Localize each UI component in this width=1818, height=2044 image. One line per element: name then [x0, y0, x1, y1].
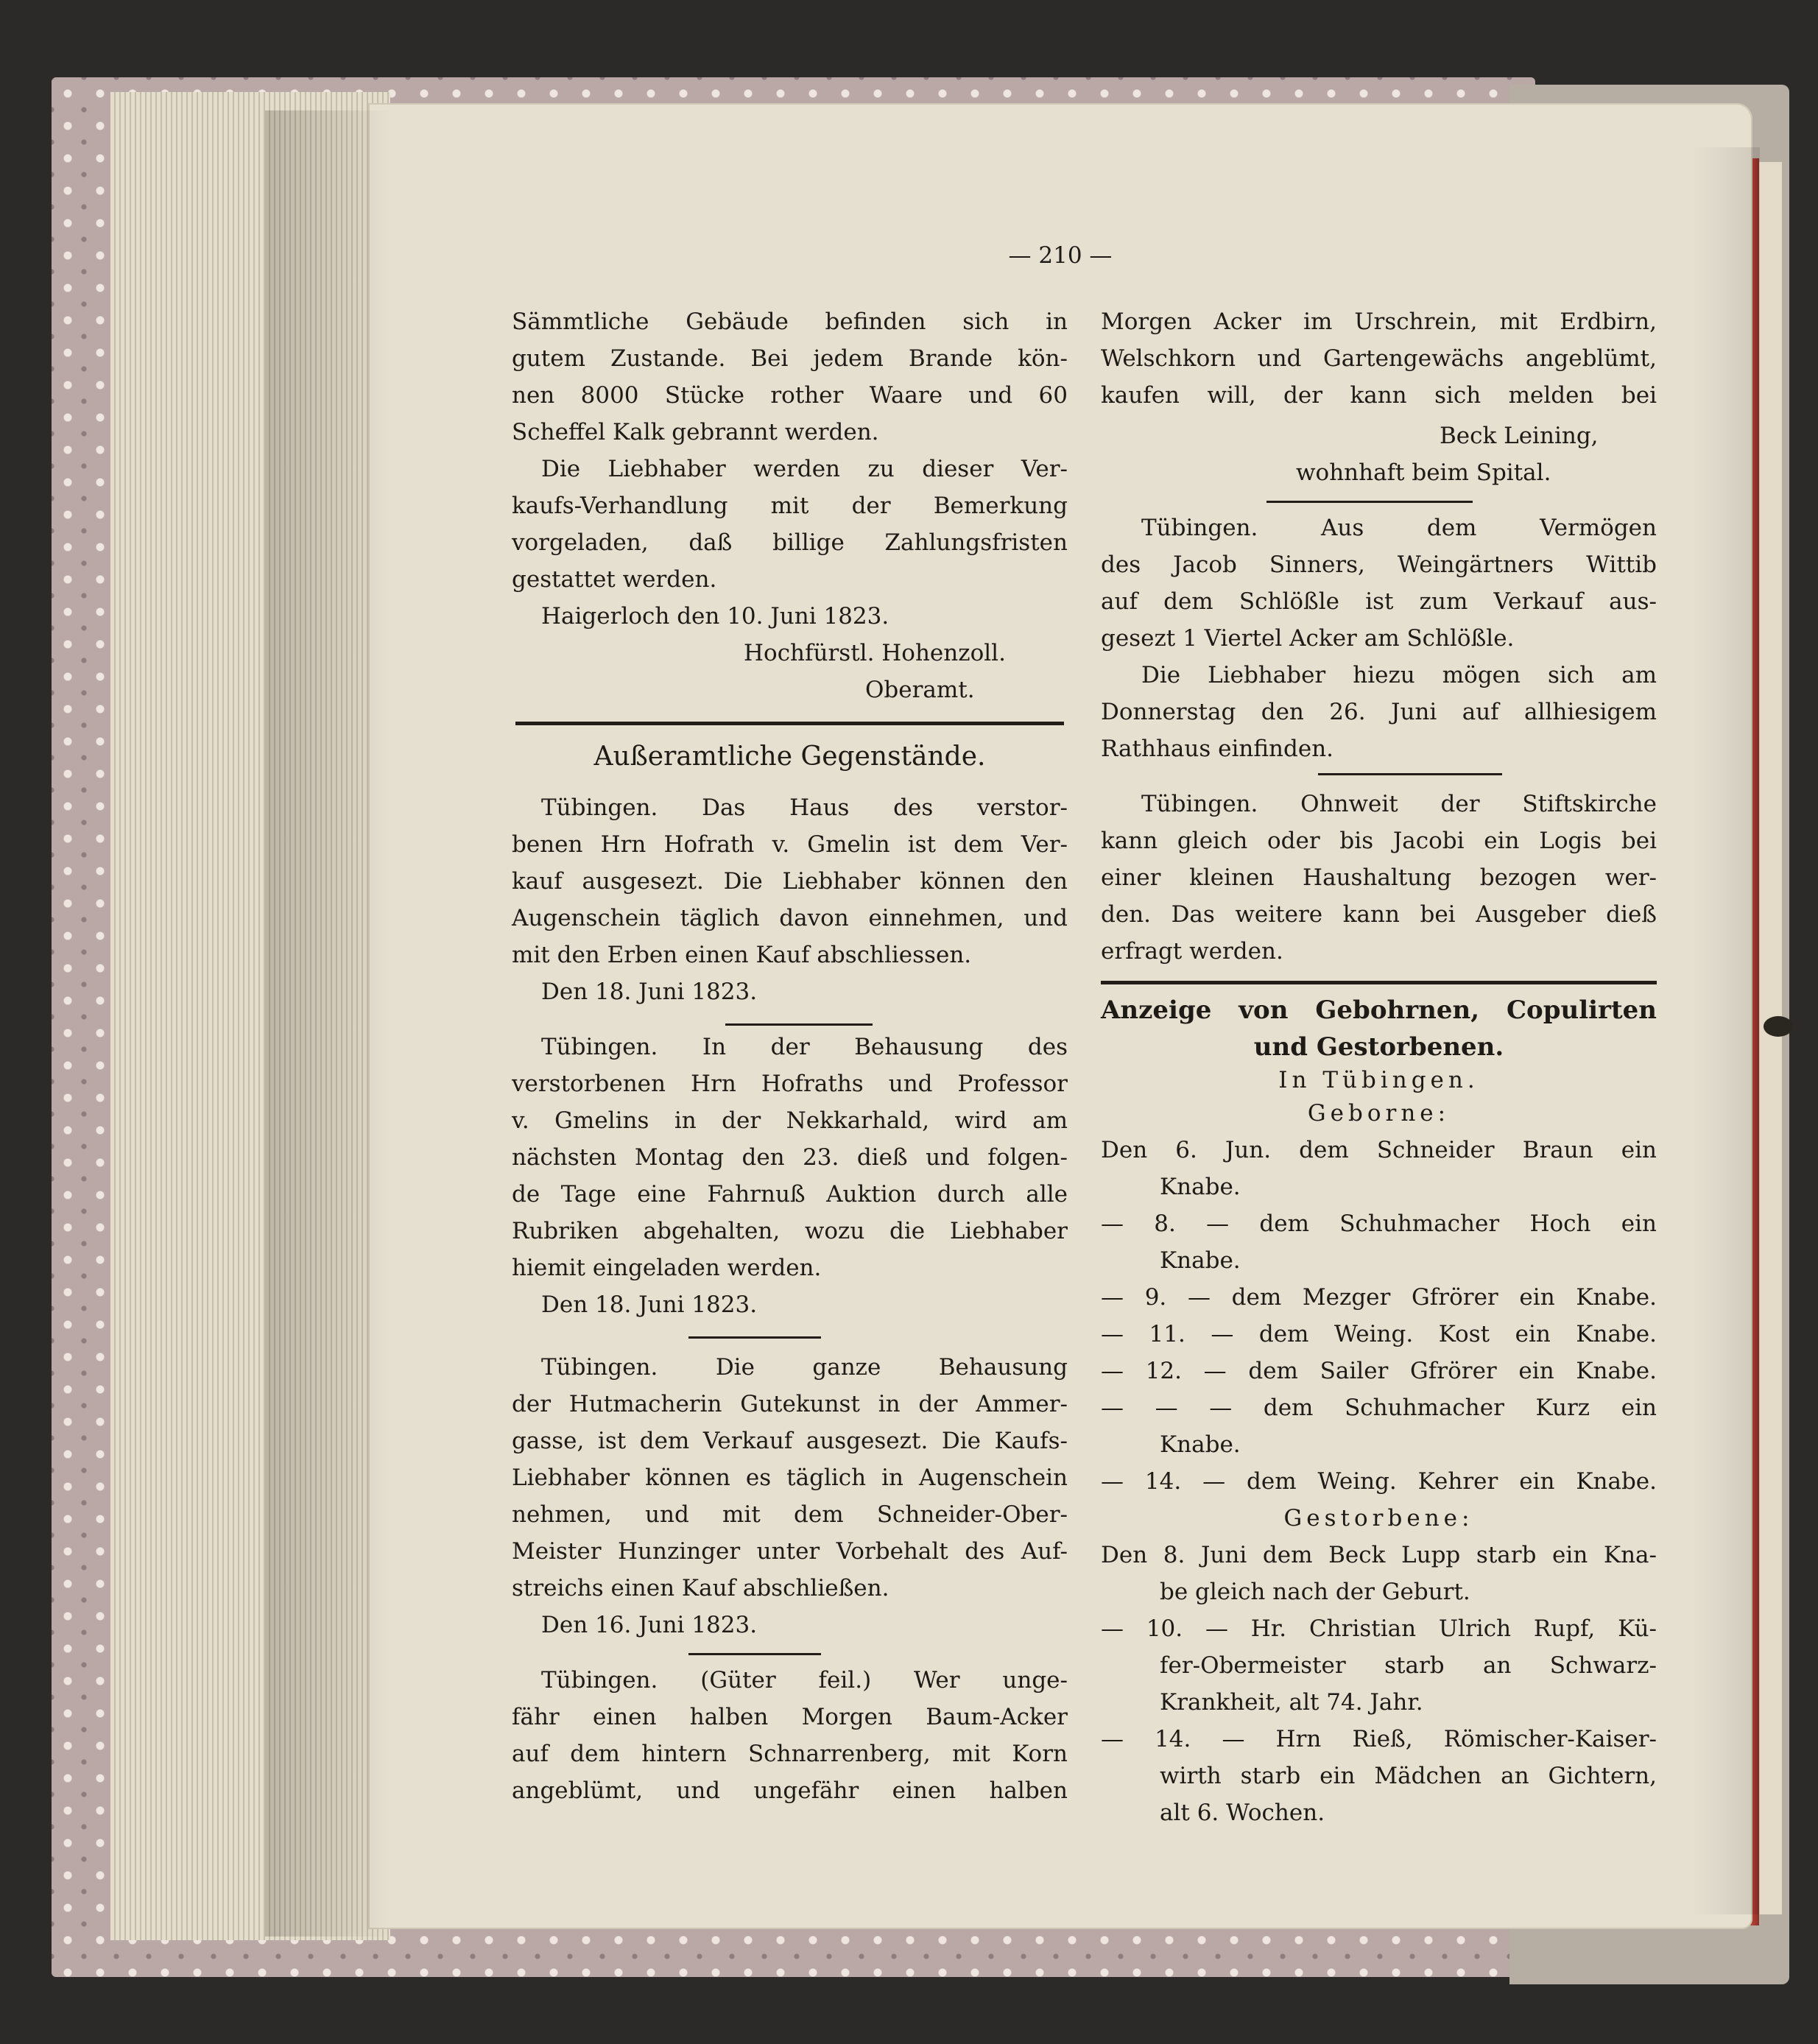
death-entry: Krankheit, alt 74. Jahr.	[1160, 1689, 1423, 1716]
page-curl-shadow	[1694, 147, 1760, 1914]
text-line: angeblümt, und ungefähr einen halben	[512, 1777, 1068, 1804]
birth-entry: — — — dem Schuhmacher Kurz ein	[1101, 1395, 1657, 1421]
text-line: benen Hrn Hofrath v. Gmelin ist dem Ver-	[512, 831, 1068, 858]
text-line: Augenschein täglich davon einnehmen, und	[512, 905, 1068, 931]
text-line: Tübingen. (Güter feil.) Wer unge-	[541, 1667, 1068, 1694]
text-line: Die Liebhaber werden zu dieser Ver-	[541, 456, 1068, 482]
text-line: gestattet werden.	[512, 566, 717, 593]
registry-place: In Tübingen.	[1278, 1067, 1479, 1093]
text-line: Tübingen. Die ganze Behausung	[541, 1354, 1068, 1381]
text-line: Welschkorn und Gartengewächs angeblümt,	[1101, 345, 1657, 372]
text-line: Die Liebhaber hiezu mögen sich am	[1141, 662, 1657, 688]
short-divider	[1266, 501, 1473, 503]
birth-entry: Knabe.	[1160, 1174, 1241, 1200]
birth-entry: — 9. — dem Mezger Gfrörer ein Knabe.	[1101, 1284, 1657, 1311]
text-line: Tübingen. Ohnweit der Stiftskirche	[1141, 791, 1657, 817]
text-line: gesezt 1 Viertel Acker am Schlößle.	[1101, 625, 1515, 652]
notice-date: Den 18. Juni 1823.	[541, 1291, 758, 1318]
text-line: fähr einen halben Morgen Baum-Acker	[512, 1704, 1068, 1730]
signature-line: Hochfürstl. Hohenzoll.	[744, 640, 1006, 666]
text-line: nächsten Montag den 23. dieß und folgen-	[512, 1144, 1068, 1171]
birth-entry: Knabe.	[1160, 1247, 1241, 1274]
notice-date: Den 16. Juni 1823.	[541, 1612, 758, 1638]
text-line: Morgen Acker im Urschrein, mit Erdbirn,	[1101, 309, 1657, 335]
birth-entry: Den 6. Jun. dem Schneider Braun ein	[1101, 1137, 1657, 1163]
death-entry: — 14. — Hrn Rieß, Römischer-Kaiser-	[1101, 1726, 1657, 1752]
text-line: nen 8000 Stücke rother Waare und 60	[512, 382, 1068, 409]
gutter-shadow	[265, 110, 390, 1936]
text-line: verstorbenen Hrn Hofraths und Professor	[512, 1071, 1068, 1097]
section-divider	[1101, 981, 1657, 984]
text-line: Tübingen. In der Behausung des	[541, 1034, 1068, 1060]
text-line: einer kleinen Haushaltung bezogen wer-	[1101, 864, 1657, 891]
text-line: Liebhaber können es täglich in Augenschein	[512, 1465, 1068, 1491]
birth-entry: Knabe.	[1160, 1431, 1241, 1458]
text-line: de Tage eine Fahrnuß Auktion durch alle	[512, 1181, 1068, 1208]
signature-line: wohnhaft beim Spital.	[1296, 459, 1551, 486]
text-line: der Hutmacherin Gutekunst in der Ammer-	[512, 1391, 1068, 1417]
text-line: den. Das weitere kann bei Ausgeber dieß	[1101, 901, 1657, 928]
death-entry: alt 6. Wochen.	[1160, 1800, 1325, 1826]
text-line: vorgeladen, daß billige Zahlungsfristen	[512, 529, 1068, 556]
signature-line: Beck Leining,	[1440, 423, 1599, 449]
text-line: Meister Hunzinger unter Vorbehalt des Auf-	[512, 1538, 1068, 1565]
short-divider	[688, 1336, 821, 1339]
text-line: Scheffel Kalk gebrannt werden.	[512, 419, 879, 445]
section-divider	[515, 722, 1064, 725]
death-entry: fer-Obermeister starb an Schwarz-	[1160, 1652, 1657, 1679]
place-date: Haigerloch den 10. Juni 1823.	[541, 603, 889, 630]
notice-date: Den 18. Juni 1823.	[541, 979, 758, 1005]
birth-entry: — 11. — dem Weing. Kost ein Knabe.	[1101, 1321, 1657, 1347]
text-line: Donnerstag den 26. Juni auf allhiesigem	[1101, 699, 1657, 725]
short-divider	[1318, 773, 1502, 775]
text-line: Tübingen. Aus dem Vermögen	[1141, 515, 1657, 541]
text-line: gutem Zustande. Bei jedem Brande kön-	[512, 345, 1068, 372]
birth-entry: — 8. — dem Schuhmacher Hoch ein	[1101, 1210, 1657, 1237]
short-divider	[725, 1023, 873, 1026]
death-entry: Den 8. Juni dem Beck Lupp starb ein Kna-	[1101, 1542, 1657, 1568]
signature-line: Oberamt.	[865, 677, 975, 703]
text-line: auf dem hintern Schnarrenberg, mit Korn	[512, 1741, 1068, 1767]
text-line: kauf ausgesezt. Die Liebhaber können den	[512, 868, 1068, 895]
text-line: erfragt werden.	[1101, 938, 1283, 965]
text-line: gasse, ist dem Verkauf ausgesezt. Die Kaufs-	[512, 1428, 1068, 1454]
registry-heading: und Gestorbenen.	[1253, 1032, 1504, 1062]
text-line: auf dem Schlößle ist zum Verkauf aus-	[1101, 588, 1657, 615]
births-heading: Geborne:	[1307, 1100, 1451, 1127]
text-line: Sämmtliche Gebäude befinden sich in	[512, 309, 1068, 335]
text-line: Rathhaus einfinden.	[1101, 736, 1334, 762]
text-line: mit den Erben einen Kauf abschliessen.	[512, 942, 972, 968]
text-line: v. Gmelins in der Nekkarhald, wird am	[512, 1107, 1068, 1134]
text-line: kaufen will, der kann sich melden bei	[1101, 382, 1657, 409]
birth-entry: — 14. — dem Weing. Kehrer ein Knabe.	[1101, 1468, 1657, 1495]
short-divider	[688, 1653, 821, 1655]
death-entry: — 10. — Hr. Christian Ulrich Rupf, Kü-	[1101, 1615, 1657, 1642]
text-line: hiemit eingeladen werden.	[512, 1255, 822, 1281]
text-line: kann gleich oder bis Jacobi ein Logis bei	[1101, 828, 1657, 854]
birth-entry: — 12. — dem Sailer Gfrörer ein Knabe.	[1101, 1358, 1657, 1384]
deaths-heading: Gestorbene:	[1283, 1505, 1474, 1532]
registry-heading: Anzeige von Gebohrnen, Copulirten	[1101, 995, 1657, 1025]
death-entry: be gleich nach der Geburt.	[1160, 1579, 1470, 1605]
text-line: Tübingen. Das Haus des verstor-	[541, 794, 1068, 821]
section-heading: Außeramtliche Gegenstände.	[593, 741, 986, 772]
death-entry: wirth starb ein Mädchen an Gichtern,	[1160, 1763, 1657, 1789]
text-line: des Jacob Sinners, Weingärtners Wittib	[1101, 551, 1657, 578]
text-line: Rubriken abgehalten, wozu die Liebhaber	[512, 1218, 1068, 1244]
page-number: — 210 —	[1008, 242, 1113, 269]
text-line: kaufs-Verhandlung mit der Bemerkung	[512, 493, 1068, 519]
ink-blot	[1764, 1016, 1793, 1037]
text-line: nehmen, und mit dem Schneider-Ober-	[512, 1501, 1068, 1528]
text-line: streichs einen Kauf abschließen.	[512, 1575, 889, 1601]
